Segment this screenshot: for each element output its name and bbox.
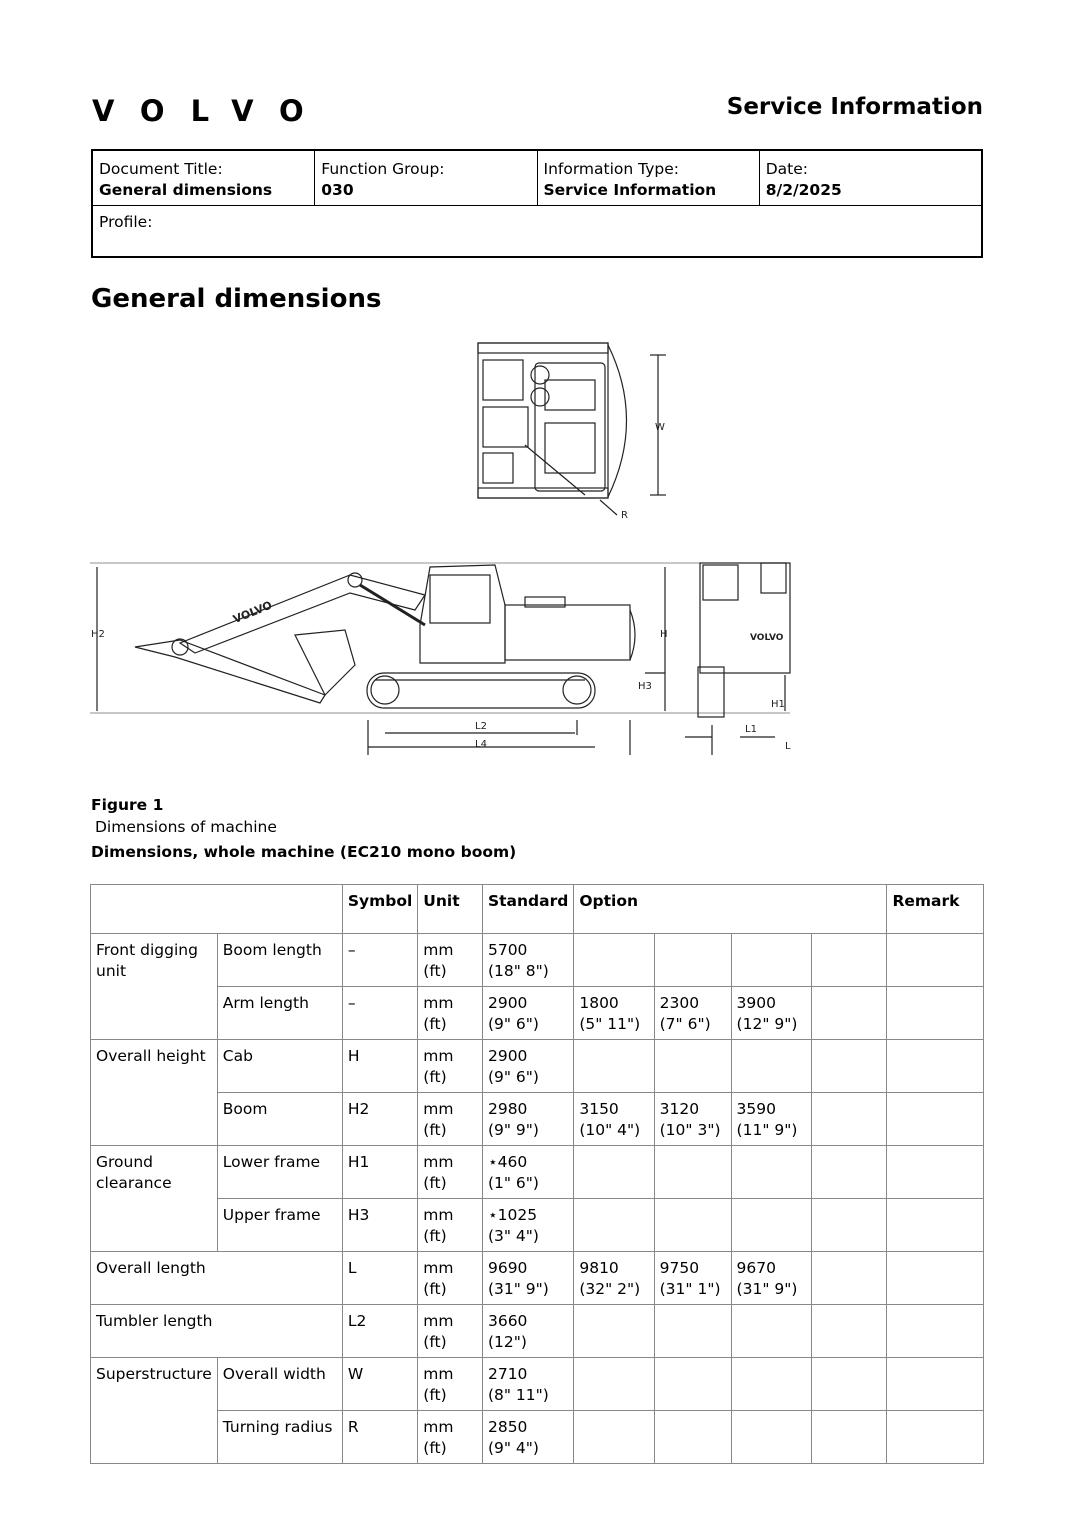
function-group-value: 030 bbox=[321, 181, 354, 199]
header-symbol: Symbol bbox=[342, 885, 417, 934]
row-remark bbox=[887, 1358, 984, 1411]
label-h3: H3 bbox=[638, 681, 652, 692]
row-option-2 bbox=[654, 1199, 731, 1252]
row-remark bbox=[887, 1146, 984, 1199]
table-title: Dimensions, whole machine (EC210 mono boom) bbox=[91, 843, 517, 861]
row-symbol: H1 bbox=[342, 1146, 417, 1199]
row-symbol: L bbox=[342, 1252, 417, 1305]
side-view bbox=[90, 563, 790, 755]
label-l: L bbox=[785, 741, 791, 752]
row-option-3 bbox=[731, 1305, 811, 1358]
header-remark: Remark bbox=[887, 885, 984, 934]
row-remark bbox=[887, 1252, 984, 1305]
row-standard: 5700 (18" 8") bbox=[482, 934, 573, 987]
row-unit: mm (ft) bbox=[418, 934, 483, 987]
group-front: Front digging unit bbox=[91, 934, 218, 1040]
row-remark bbox=[887, 1411, 984, 1464]
row-unit: mm (ft) bbox=[418, 1199, 483, 1252]
row-standard: 3660 (12") bbox=[482, 1305, 573, 1358]
machine-dimensions-drawing bbox=[85, 335, 805, 755]
row-standard: ⋆1025 (3" 4") bbox=[482, 1199, 573, 1252]
date-label: Date: bbox=[765, 160, 809, 178]
top-view bbox=[478, 343, 666, 515]
row-option-4 bbox=[811, 1358, 887, 1411]
row-item: Upper frame bbox=[217, 1199, 342, 1252]
header-unit: Unit bbox=[418, 885, 483, 934]
row-option-2 bbox=[654, 1146, 731, 1199]
row-symbol: R bbox=[342, 1411, 417, 1464]
figure-caption: Dimensions of machine bbox=[95, 818, 277, 836]
front-volvo-text: VOLVO bbox=[750, 633, 784, 643]
row-option-1 bbox=[574, 1199, 654, 1252]
dimensions-table bbox=[90, 884, 984, 1464]
table-row bbox=[91, 1093, 984, 1146]
row-item: Lower frame bbox=[217, 1146, 342, 1199]
row-option-1: 1800 (5" 11") bbox=[574, 987, 654, 1040]
volvo-logo bbox=[92, 97, 364, 124]
row-item: Turning radius bbox=[217, 1411, 342, 1464]
document-header bbox=[91, 149, 983, 258]
row-standard: 2900 (9" 6") bbox=[482, 1040, 573, 1093]
row-option-4 bbox=[811, 1040, 887, 1093]
row-unit: mm (ft) bbox=[418, 1305, 483, 1358]
row-option-3: 3900 (12" 9") bbox=[731, 987, 811, 1040]
table-row bbox=[91, 1040, 984, 1093]
row-unit: mm (ft) bbox=[418, 1146, 483, 1199]
row-option-4 bbox=[811, 1305, 887, 1358]
row-remark bbox=[887, 987, 984, 1040]
table-row bbox=[91, 1411, 984, 1464]
function-group-label: Function Group: bbox=[321, 160, 445, 178]
row-option-1 bbox=[574, 1146, 654, 1199]
row-symbol: H bbox=[342, 1040, 417, 1093]
group-length: Overall length bbox=[91, 1252, 343, 1305]
row-item: Boom length bbox=[217, 934, 342, 987]
row-option-1: 3150 (10" 4") bbox=[574, 1093, 654, 1146]
group-height: Overall height bbox=[91, 1040, 218, 1146]
row-option-3 bbox=[731, 1146, 811, 1199]
table-header-row bbox=[91, 885, 984, 934]
row-standard: 2980 (9" 9") bbox=[482, 1093, 573, 1146]
row-option-3 bbox=[731, 1358, 811, 1411]
row-standard: 2900 (9" 6") bbox=[482, 987, 573, 1040]
row-option-4 bbox=[811, 1252, 887, 1305]
document-title-cell bbox=[93, 151, 315, 205]
row-option-1 bbox=[574, 1040, 654, 1093]
row-option-3: 3590 (11" 9") bbox=[731, 1093, 811, 1146]
document-title-label: Document Title: bbox=[99, 160, 223, 178]
profile-label: Profile: bbox=[99, 213, 153, 231]
table-row bbox=[91, 1146, 984, 1199]
row-option-3: 9670 (31" 9") bbox=[731, 1252, 811, 1305]
header-option: Option bbox=[574, 885, 887, 934]
group-super: Superstructure bbox=[91, 1358, 218, 1464]
function-group-cell bbox=[315, 151, 537, 205]
row-standard: 2710 (8" 11") bbox=[482, 1358, 573, 1411]
row-option-2 bbox=[654, 1411, 731, 1464]
table-row bbox=[91, 1199, 984, 1252]
date-value: 8/2/2025 bbox=[765, 181, 842, 199]
row-item: Overall width bbox=[217, 1358, 342, 1411]
label-r: R bbox=[621, 510, 628, 521]
row-option-1 bbox=[574, 1305, 654, 1358]
row-symbol: L2 bbox=[342, 1305, 417, 1358]
row-remark bbox=[887, 1305, 984, 1358]
row-unit: mm (ft) bbox=[418, 987, 483, 1040]
row-option-3 bbox=[731, 934, 811, 987]
label-h: H bbox=[660, 629, 668, 640]
row-option-3 bbox=[731, 1199, 811, 1252]
row-option-2: 9750 (31" 1") bbox=[654, 1252, 731, 1305]
row-remark bbox=[887, 1040, 984, 1093]
row-symbol: – bbox=[342, 987, 417, 1040]
row-standard: 9690 (31" 9") bbox=[482, 1252, 573, 1305]
label-l4: L4 bbox=[475, 739, 487, 750]
row-item: Cab bbox=[217, 1040, 342, 1093]
row-option-1 bbox=[574, 934, 654, 987]
header-standard: Standard bbox=[482, 885, 573, 934]
information-type-cell bbox=[538, 151, 760, 205]
row-item: Arm length bbox=[217, 987, 342, 1040]
table-row bbox=[91, 1252, 984, 1305]
label-l1: L1 bbox=[745, 724, 757, 735]
table-row bbox=[91, 1358, 984, 1411]
row-symbol: W bbox=[342, 1358, 417, 1411]
information-type-label: Information Type: bbox=[543, 160, 679, 178]
row-option-2 bbox=[654, 1305, 731, 1358]
row-option-4 bbox=[811, 987, 887, 1040]
page-title: General dimensions bbox=[91, 284, 382, 314]
row-option-4 bbox=[811, 1411, 887, 1464]
row-standard: ⋆460 (1" 6") bbox=[482, 1146, 573, 1199]
document-title-value: General dimensions bbox=[99, 181, 273, 199]
row-option-2: 3120 (10" 3") bbox=[654, 1093, 731, 1146]
row-option-2 bbox=[654, 934, 731, 987]
row-remark bbox=[887, 1199, 984, 1252]
front-view bbox=[685, 563, 790, 755]
row-symbol: H3 bbox=[342, 1199, 417, 1252]
table-row bbox=[91, 987, 984, 1040]
row-unit: mm (ft) bbox=[418, 1358, 483, 1411]
row-remark bbox=[887, 934, 984, 987]
boom-volvo-text: VOLVO bbox=[231, 598, 274, 627]
row-option-4 bbox=[811, 1199, 887, 1252]
row-item: Boom bbox=[217, 1093, 342, 1146]
row-unit: mm (ft) bbox=[418, 1093, 483, 1146]
table-row bbox=[91, 934, 984, 987]
row-option-1 bbox=[574, 1411, 654, 1464]
row-option-2 bbox=[654, 1358, 731, 1411]
figure-label: Figure 1 bbox=[91, 796, 164, 814]
row-option-3 bbox=[731, 1411, 811, 1464]
row-option-4 bbox=[811, 1146, 887, 1199]
label-h2: H2 bbox=[91, 629, 105, 640]
header-blank bbox=[91, 885, 343, 934]
row-option-4 bbox=[811, 1093, 887, 1146]
row-unit: mm (ft) bbox=[418, 1411, 483, 1464]
header-service-information: Service Information bbox=[726, 94, 983, 120]
row-remark bbox=[887, 1093, 984, 1146]
row-option-1 bbox=[574, 1358, 654, 1411]
row-unit: mm (ft) bbox=[418, 1040, 483, 1093]
group-ground: Ground clearance bbox=[91, 1146, 218, 1252]
row-option-1: 9810 (32" 2") bbox=[574, 1252, 654, 1305]
row-option-2 bbox=[654, 1040, 731, 1093]
label-w: W bbox=[655, 422, 665, 433]
information-type-value: Service Information bbox=[543, 181, 717, 199]
row-standard: 2850 (9" 4") bbox=[482, 1411, 573, 1464]
group-tumbler: Tumbler length bbox=[91, 1305, 343, 1358]
label-l2: L2 bbox=[475, 721, 487, 732]
volvo-logo-text: VOLVO bbox=[92, 97, 330, 124]
row-option-3 bbox=[731, 1040, 811, 1093]
label-h1: H1 bbox=[771, 699, 785, 710]
row-option-2: 2300 (7" 6") bbox=[654, 987, 731, 1040]
row-symbol: H2 bbox=[342, 1093, 417, 1146]
date-cell bbox=[760, 151, 981, 205]
table-row bbox=[91, 1305, 984, 1358]
row-unit: mm (ft) bbox=[418, 1252, 483, 1305]
row-option-4 bbox=[811, 934, 887, 987]
row-symbol: – bbox=[342, 934, 417, 987]
